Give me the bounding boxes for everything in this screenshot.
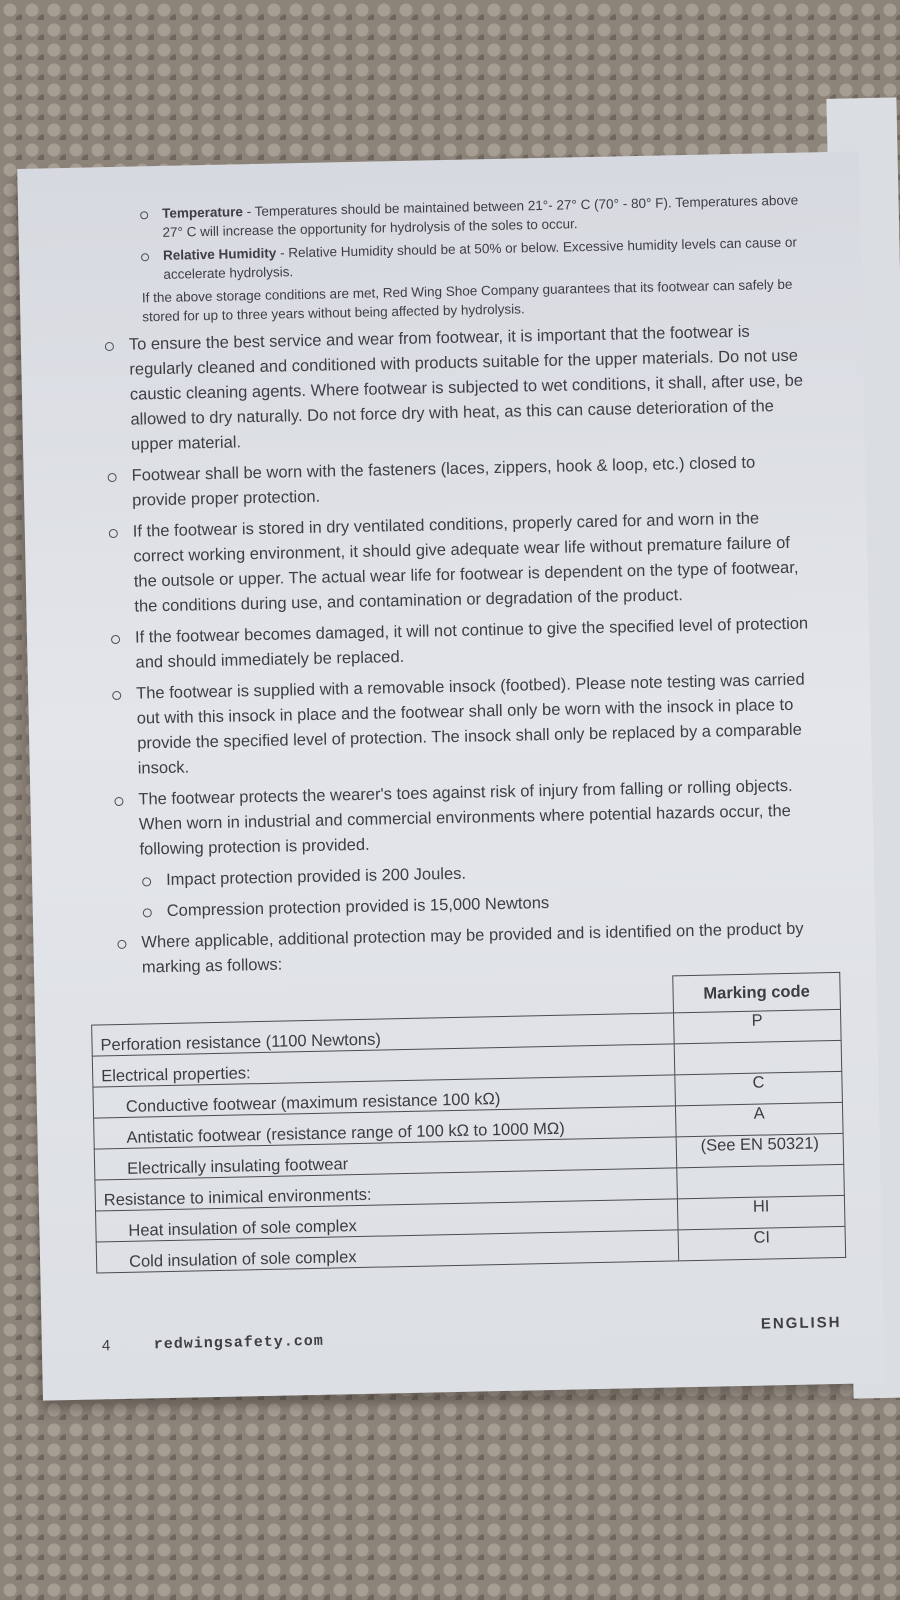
bullet-icon bbox=[143, 908, 152, 917]
list-item bbox=[135, 611, 816, 675]
list-item-text: Where applicable, additional protection may be provided and is identified on the product by marking as follows: bbox=[141, 919, 804, 977]
table-cell-label: Antistatic footwear (resistance range of 100 kΩ to 1000 MΩ) bbox=[94, 1106, 677, 1149]
bullet-icon bbox=[141, 253, 149, 261]
list-item bbox=[141, 916, 822, 980]
page-footer bbox=[101, 1313, 842, 1355]
list-item bbox=[133, 505, 815, 619]
page-number: 4 bbox=[101, 1337, 111, 1355]
bullet-icon bbox=[114, 797, 123, 806]
list-item-text: If the footwear is stored in dry ventilated conditions, properly cared for and worn in the correct working environment, it should give adequate wear life without premature failure of the outsole or upper. The actual wear life for footwear is dependent on the type of footwear, the conditions during use, and contamination or degradation of the product. bbox=[132, 509, 799, 616]
list-item-text: The footwear protects the wearer's toes against risk of injury from falling or rolling objects. When worn in industrial and commercial environments where potential hazards occur, the following protection is provided. bbox=[138, 776, 793, 859]
humidity-label: Relative Humidity bbox=[162, 245, 277, 263]
table-cell-label: Heat insulation of sole complex bbox=[96, 1199, 679, 1242]
bullet-icon bbox=[142, 877, 151, 886]
table-cell-code bbox=[677, 1164, 845, 1198]
table-cell-code bbox=[674, 1040, 842, 1074]
list-item bbox=[129, 318, 811, 457]
table-cell-label: Resistance to inimical environments: bbox=[95, 1168, 678, 1211]
table-cell-code: HI bbox=[677, 1195, 845, 1229]
list-item-text: Footwear shall be worn with the fasteners (laces, zippers, hook & loop, etc.) closed to provide proper protection. bbox=[131, 453, 756, 510]
temperature-text: - Temperatures should be maintained between 21°- 27° C (70° - 80° F). Temperatures above 27° C will increase the opportunity for hydrolysis of the soles to occur. bbox=[162, 192, 799, 240]
table-cell-label: Cold insulation of sole complex bbox=[96, 1230, 679, 1273]
table-cell-code: C bbox=[675, 1071, 843, 1105]
table-cell-label: Electrical properties: bbox=[92, 1044, 675, 1087]
bullet-icon bbox=[140, 211, 148, 219]
table-cell-label: Electrically insulating footwear bbox=[94, 1137, 677, 1180]
table-cell-label: Conductive footwear (maximum resistance 100 kΩ) bbox=[93, 1075, 676, 1118]
bullet-icon bbox=[108, 473, 117, 482]
language-label: ENGLISH bbox=[760, 1313, 842, 1333]
bullet-icon bbox=[109, 529, 118, 538]
manual-page bbox=[17, 151, 885, 1400]
bullet-icon bbox=[112, 691, 121, 700]
temperature-label: Temperature bbox=[161, 204, 244, 221]
list-item bbox=[131, 449, 812, 513]
sub-list-item-text: Compression protection provided is 15,000 Newtons bbox=[166, 893, 550, 920]
table-cell-code: A bbox=[675, 1102, 843, 1136]
humidity-text: - Relative Humidity should be at 50% or below. Excessive humidity levels can cause or accelerate hydrolysis. bbox=[163, 234, 798, 282]
list-item-text: If the footwear becomes damaged, it will not continue to give the specified level of protection and should immediately be replaced. bbox=[134, 614, 809, 672]
page-content bbox=[70, 190, 828, 1273]
list-item bbox=[138, 773, 819, 862]
list-item bbox=[136, 667, 818, 781]
storage-guarantee: If the above storage conditions are met, Red Wing Shoe Company guarantees that its footwear can safely be stored for up to three years without being affected by hydrolysis. bbox=[141, 276, 793, 325]
bullet-icon bbox=[105, 342, 114, 351]
list-item-text: The footwear is supplied with a removable insock (footbed). Please note testing was carried out with this insock in place and the footwear shall only be worn with the insock in place to provide the specified level of protection. The insock shall only be replaced by a comparable insock. bbox=[136, 670, 805, 778]
marking-code-table bbox=[90, 972, 846, 1274]
sub-list-item-text: Impact protection provided is 200 Joules. bbox=[165, 864, 467, 889]
bullet-icon bbox=[111, 635, 120, 644]
table-cell-label: Perforation resistance (1100 Newtons) bbox=[92, 1013, 675, 1056]
table-cell-code: CI bbox=[678, 1226, 846, 1260]
list-item-text: To ensure the best service and wear from footwear, it is important that the footwear is regularly cleaned and conditioned with products suitable for the upper materials. Do not use caustic cleaning agents. Where footwear is subjected to wet conditions, it shall, after use, be allowed to dry naturally. Do not force dry with heat, as this can cause deterioration of the upper material. bbox=[128, 322, 804, 454]
bullet-icon bbox=[117, 940, 126, 949]
table-cell-code: (See EN 50321) bbox=[676, 1133, 844, 1167]
table-header-marking-code: Marking code bbox=[673, 972, 841, 1012]
footer-url: redwingsafety.com bbox=[153, 1332, 325, 1354]
table-cell-code: P bbox=[674, 1009, 842, 1043]
